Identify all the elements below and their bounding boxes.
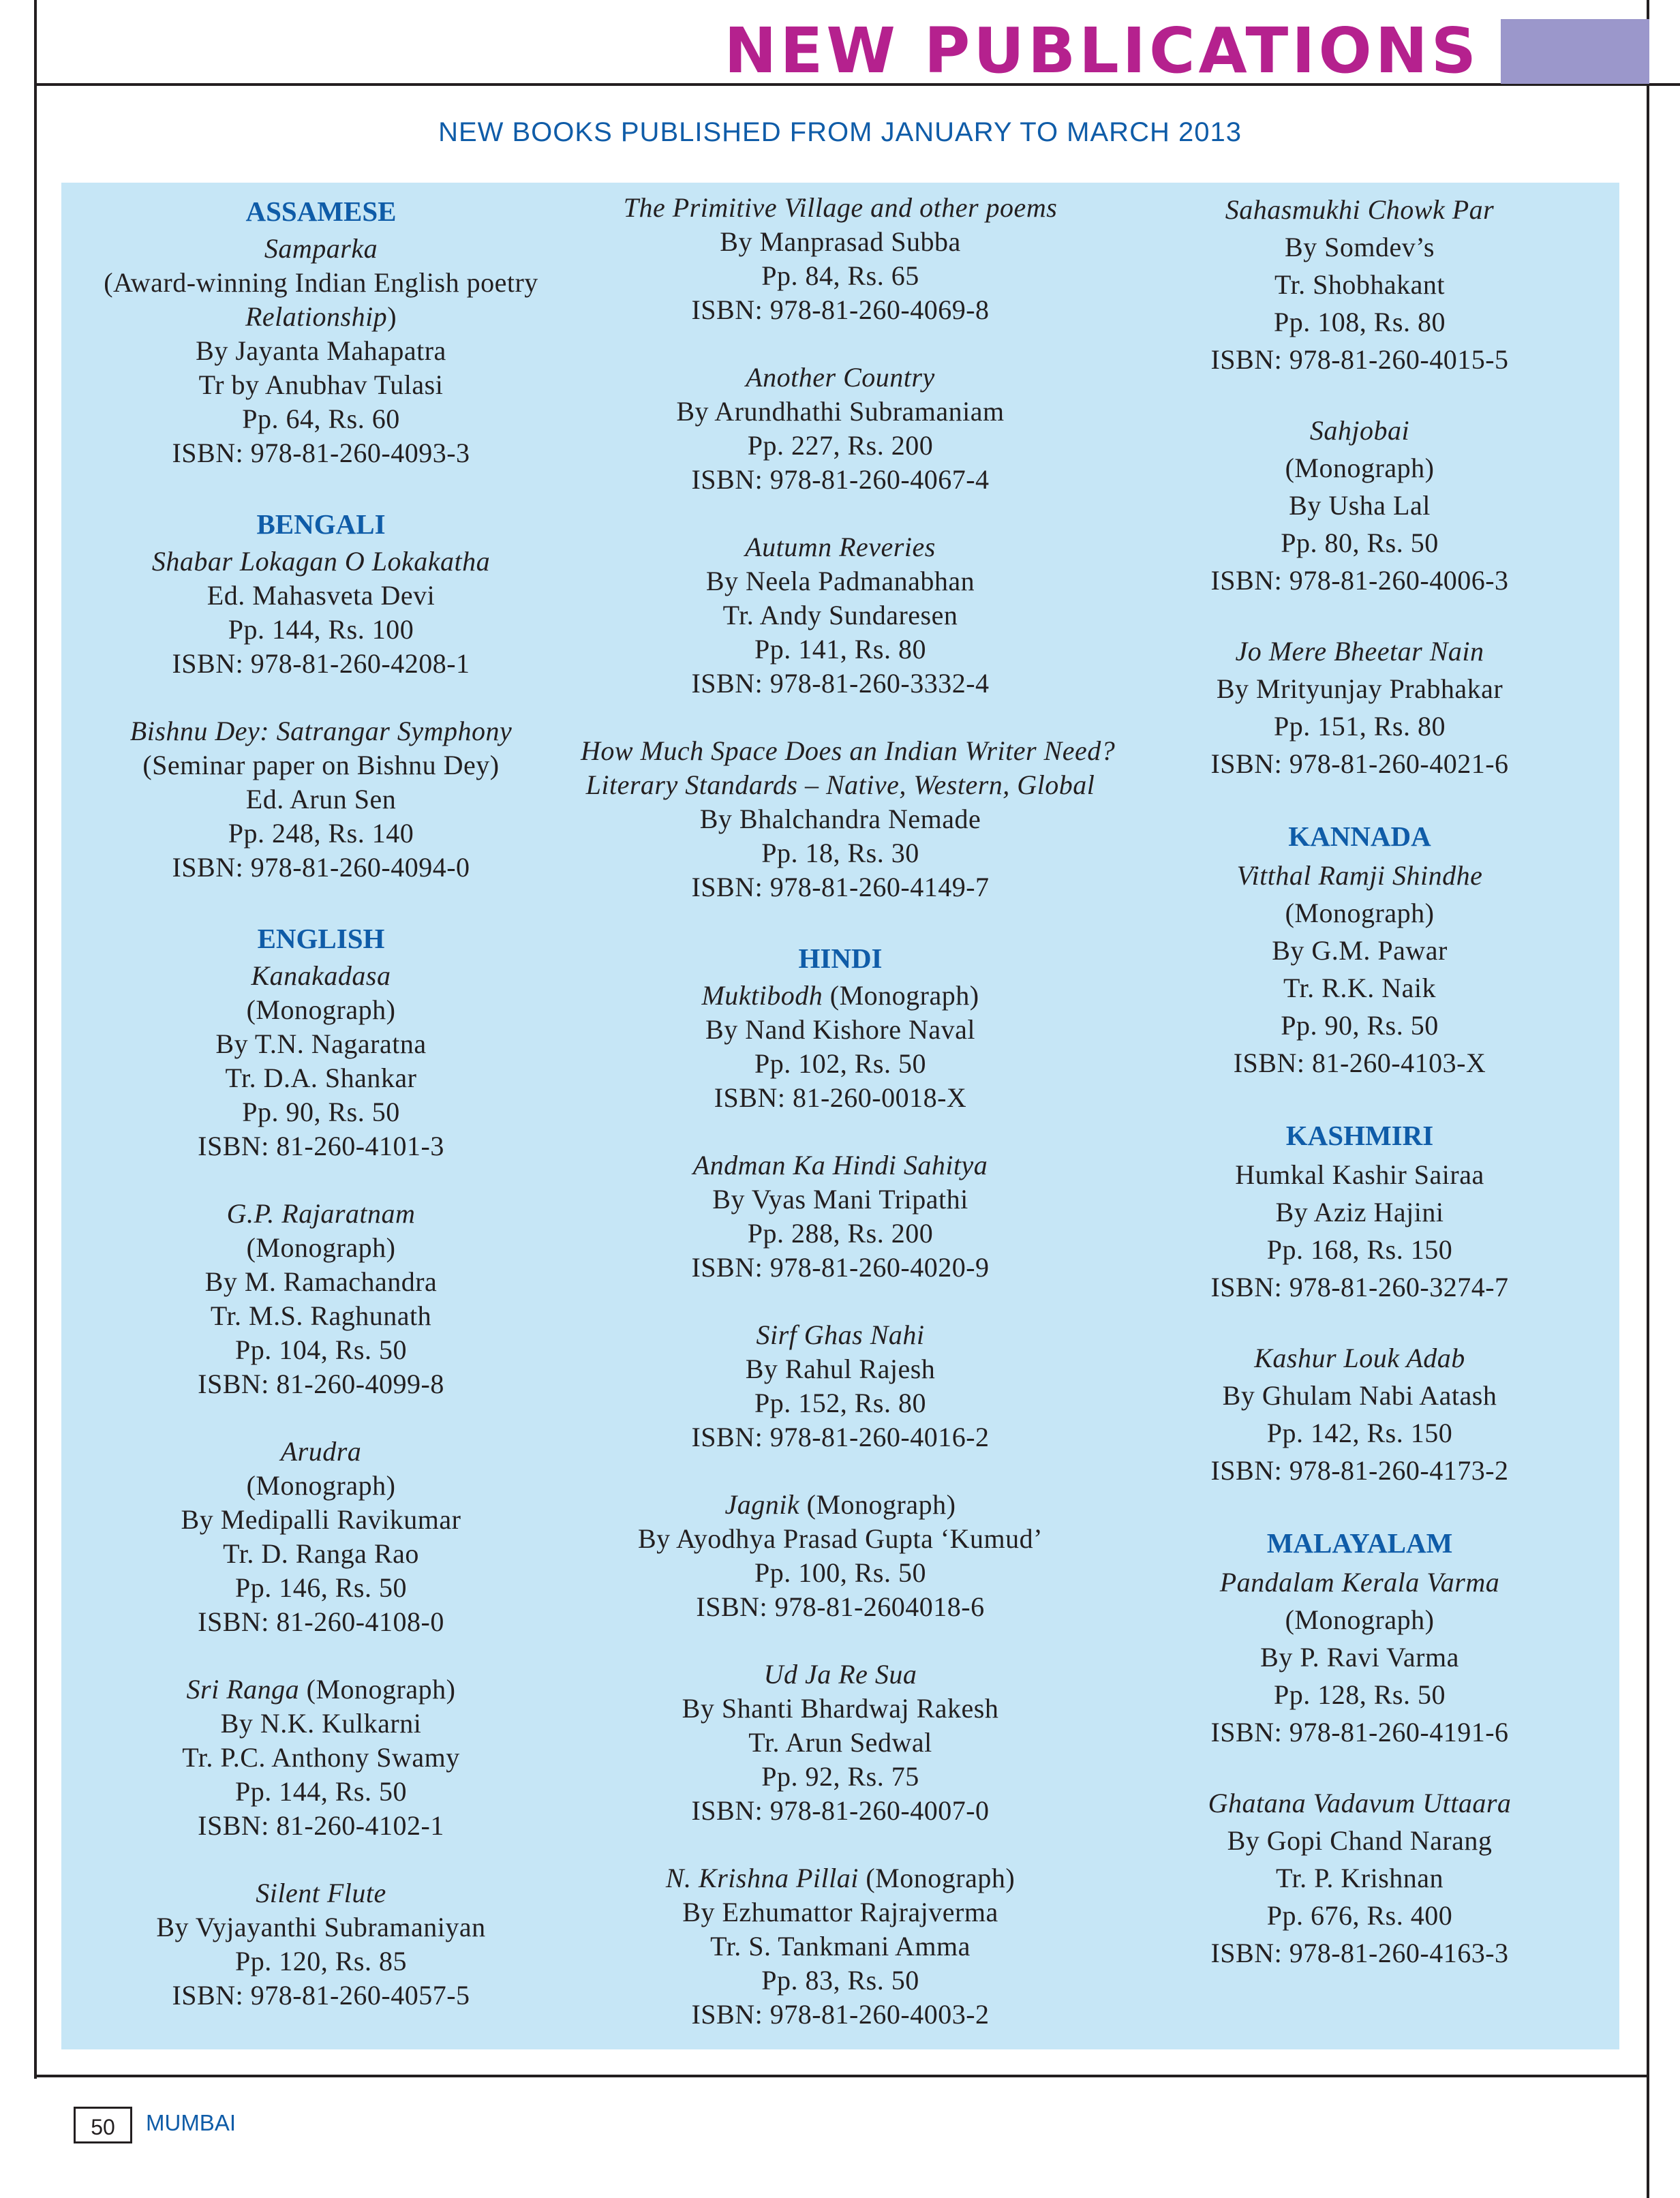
entry-line <box>1100 1452 1619 1489</box>
book-detail: By Neela Padmanabhan <box>705 566 975 596</box>
book-detail: By G.M. Pawar <box>1272 935 1448 966</box>
book-title: Jo Mere Bheetar Nain <box>1235 636 1484 667</box>
book-detail: ISBN: 978-81-260-4093-3 <box>172 438 470 468</box>
entry-line <box>1100 1897 1619 1934</box>
book-entry <box>1100 632 1619 782</box>
entry-line <box>581 1861 1100 1895</box>
book-detail: By Somdev’s <box>1285 232 1435 262</box>
section-heading: ENGLISH <box>257 923 385 954</box>
book-detail: By Ezhumattor Rajrajverma <box>682 1897 998 1927</box>
book-detail: ISBN: 978-81-260-4057-5 <box>172 1980 470 2011</box>
entry-line <box>1100 1156 1619 1193</box>
entry-line <box>61 851 581 885</box>
book-detail: Pp. 288, Rs. 200 <box>747 1218 934 1249</box>
entry-line <box>61 334 581 368</box>
entry-line <box>61 266 581 300</box>
book-entry <box>581 734 1116 904</box>
book-detail: Pp. 64, Rs. 60 <box>242 403 400 434</box>
book-title: Arudra <box>280 1436 362 1467</box>
book-title: Sahjobai <box>1309 415 1410 446</box>
entry-line <box>1100 228 1619 266</box>
entry-line <box>61 545 581 579</box>
book-title: Ghatana Vadavum Uttaara <box>1208 1788 1512 1818</box>
entry-line <box>581 870 1100 904</box>
entry-line <box>581 598 1100 632</box>
entry-line <box>581 802 1100 836</box>
book-entry <box>61 1673 581 1843</box>
book-detail: By Aziz Hajini <box>1275 1197 1444 1227</box>
book-detail: Pp. 84, Rs. 65 <box>761 260 919 291</box>
entry-line <box>581 1488 1100 1522</box>
book-detail: (Monograph) <box>799 1489 956 1520</box>
book-detail: Tr. R.K. Naik <box>1283 973 1436 1003</box>
entry-line <box>581 1318 1100 1352</box>
book-detail: Pp. 104, Rs. 50 <box>235 1334 407 1365</box>
entry-line <box>581 361 1100 395</box>
entry-line <box>581 1047 1100 1081</box>
book-detail: By Rahul Rajesh <box>745 1354 936 1384</box>
entry-line <box>581 1352 1100 1386</box>
book-detail: By Manprasad Subba <box>720 226 961 257</box>
book-entry <box>1100 1563 1619 1751</box>
entry-line <box>61 1333 581 1367</box>
entry-line <box>1100 707 1619 745</box>
book-detail: ISBN: 978-81-2604018-6 <box>696 1591 985 1622</box>
entry-line <box>581 632 1100 667</box>
entry-line <box>61 1707 581 1741</box>
book-entry <box>1100 191 1619 378</box>
entry-line <box>581 1556 1100 1590</box>
book-detail: ISBN: 978-81-260-4003-2 <box>691 1999 990 2030</box>
entry-line <box>581 1760 1100 1794</box>
book-detail: ISBN: 978-81-260-4067-4 <box>691 464 990 495</box>
book-detail: ISBN: 81-260-0018-X <box>714 1082 967 1113</box>
book-detail: Ed. Mahasveta Devi <box>207 580 436 611</box>
entry-line <box>61 1367 581 1401</box>
entry-line <box>61 436 581 470</box>
book-entry <box>581 1148 1100 1285</box>
book-title: G.P. Rajaratnam <box>226 1198 416 1229</box>
page-number: 50 <box>74 2107 132 2143</box>
book-detail: Pp. 80, Rs. 50 <box>1281 528 1439 558</box>
entry-line <box>1100 266 1619 303</box>
entry-line <box>581 564 1100 598</box>
entry-line <box>1100 1676 1619 1713</box>
book-detail: Pp. 102, Rs. 50 <box>754 1048 926 1079</box>
entry-line <box>1100 341 1619 378</box>
book-title: Kanakadasa <box>251 960 391 991</box>
book-entry <box>581 1318 1100 1454</box>
book-detail: By Gopi Chand Narang <box>1227 1825 1493 1856</box>
entry-line <box>581 1929 1100 1964</box>
book-detail: By Vyas Mani Tripathi <box>712 1184 968 1215</box>
book-detail: Pp. 100, Rs. 50 <box>754 1557 926 1588</box>
entry-line <box>61 1129 581 1163</box>
entry-line <box>61 1809 581 1843</box>
book-entry <box>581 1861 1100 2032</box>
book-detail: Tr. Andy Sundaresen <box>722 600 958 630</box>
book-detail: By Ghulam Nabi Aatash <box>1222 1380 1497 1411</box>
book-detail: Pp. 108, Rs. 80 <box>1274 307 1446 337</box>
book-detail: ISBN: 978-81-260-4006-3 <box>1210 565 1509 596</box>
book-detail: Tr. Shobhakant <box>1274 269 1445 300</box>
book-detail: ISBN: 81-260-4102-1 <box>198 1810 444 1841</box>
book-entry <box>581 1488 1100 1624</box>
entry-line <box>1100 1231 1619 1268</box>
book-title: How Much Space Does an Indian Writer Need? <box>581 735 1116 766</box>
entry-line <box>61 232 581 266</box>
book-title: Shabar Lokagan O Lokakatha <box>151 546 491 577</box>
entry-line <box>61 1944 581 1979</box>
book-title: The Primitive Village and other poems <box>623 192 1058 223</box>
book-detail: (Monograph) <box>1285 898 1435 928</box>
entry-line <box>61 1435 581 1469</box>
book-detail: By Medipalli Ravikumar <box>181 1504 461 1535</box>
entry-line <box>581 1386 1100 1420</box>
entry-line <box>61 1469 581 1503</box>
entry-line <box>1100 1822 1619 1859</box>
entry-line <box>581 734 1116 768</box>
book-detail: By T.N. Nagaratna <box>215 1028 427 1059</box>
book-entry <box>61 545 581 681</box>
entry-line <box>61 782 581 816</box>
book-entry <box>1100 857 1619 1082</box>
book-detail: By M. Ramachandra <box>204 1266 438 1297</box>
book-detail: Tr. D.A. Shankar <box>225 1063 417 1093</box>
book-detail: Tr. S. Tankmani Amma <box>710 1931 971 1962</box>
book-detail: Tr. Arun Sedwal <box>748 1727 932 1758</box>
entry-line <box>61 1197 581 1231</box>
entry-line <box>61 959 581 993</box>
book-detail: (Monograph) <box>246 994 396 1025</box>
book-detail: Tr by Anubhav Tulasi <box>198 369 444 400</box>
book-detail: By Arundhathi Subramaniam <box>676 396 1005 427</box>
section-heading: KASHMIRI <box>1285 1120 1434 1151</box>
book-detail: ISBN: 978-81-260-4007-0 <box>691 1795 990 1826</box>
book-detail: By Vyjayanthi Subramaniyan <box>156 1912 486 1942</box>
entry-line <box>61 579 581 613</box>
book-detail: Pp. 142, Rs. 150 <box>1266 1418 1453 1448</box>
book-detail: ISBN: 978-81-260-4173-2 <box>1210 1455 1509 1486</box>
entry-line <box>581 1081 1100 1115</box>
book-detail: ISBN: 978-81-260-4016-2 <box>691 1422 990 1452</box>
entry-line <box>581 225 1100 259</box>
book-title: Sri Ranga <box>186 1674 300 1705</box>
entry-line <box>581 1251 1100 1285</box>
entry-line <box>1100 191 1619 228</box>
entry-line <box>581 191 1100 225</box>
entry-line <box>1100 1601 1619 1638</box>
book-detail: Pp. 92, Rs. 75 <box>761 1761 919 1792</box>
entry-line <box>61 1265 581 1299</box>
book-title: Sirf Ghas Nahi <box>756 1319 925 1350</box>
book-detail: Pp. 83, Rs. 50 <box>761 1965 919 1996</box>
book-detail: Pp. 128, Rs. 50 <box>1274 1679 1446 1710</box>
book-entry <box>61 1197 581 1401</box>
book-detail: Pp. 90, Rs. 50 <box>242 1097 400 1127</box>
entry-line <box>581 1420 1100 1454</box>
book-entry <box>61 1435 581 1639</box>
entry-line <box>61 300 581 334</box>
book-title: Bishnu Dey: Satrangar Symphony <box>129 716 513 746</box>
book-detail: (Monograph) <box>823 980 979 1011</box>
entry-line <box>1100 1934 1619 1972</box>
book-title: Autumn Reveries <box>745 532 936 562</box>
entry-line <box>581 1658 1100 1692</box>
entry-line <box>581 836 1100 870</box>
book-detail: Pp. 90, Rs. 50 <box>1281 1010 1439 1041</box>
book-detail: ISBN: 978-81-260-4208-1 <box>172 648 470 679</box>
book-detail: By Mrityunjay Prabhakar <box>1216 673 1503 704</box>
book-detail: By Bhalchandra Nemade <box>699 804 981 834</box>
book-detail: Ed. Arun Sen <box>245 784 397 814</box>
book-title: Samparka <box>264 233 378 264</box>
entry-line <box>581 293 1100 327</box>
book-detail: By P. Ravi Varma <box>1260 1642 1459 1673</box>
entry-line <box>1100 857 1619 894</box>
book-title: Pandalam Kerala Varma <box>1219 1567 1500 1598</box>
entry-line <box>61 1741 581 1775</box>
entry-line <box>581 1217 1100 1251</box>
book-entry <box>1100 412 1619 599</box>
entry-line <box>1100 1007 1619 1044</box>
book-detail: ISBN: 978-81-260-3332-4 <box>691 668 990 699</box>
book-entry <box>581 530 1100 701</box>
entry-line <box>1100 1377 1619 1414</box>
section-heading: MALAYALAM <box>1266 1527 1453 1559</box>
book-title: Jagnik <box>724 1489 800 1520</box>
book-detail: Pp. 146, Rs. 50 <box>235 1572 407 1603</box>
book-entry <box>61 1876 581 2013</box>
book-detail: ISBN: 978-81-260-3274-7 <box>1210 1272 1509 1302</box>
book-detail: ISBN: 978-81-260-4020-9 <box>691 1252 990 1283</box>
entry-line <box>61 1095 581 1129</box>
book-detail: ISBN: 978-81-260-4094-0 <box>172 852 470 883</box>
entry-line <box>1100 969 1619 1007</box>
entry-line <box>1100 1784 1619 1822</box>
entry-line <box>1100 449 1619 487</box>
book-detail: ISBN: 81-260-4108-0 <box>198 1606 444 1637</box>
entry-line <box>61 647 581 681</box>
entry-line <box>61 816 581 851</box>
entry-line <box>581 1590 1100 1624</box>
entry-line <box>61 714 581 748</box>
book-entry <box>581 1658 1100 1828</box>
entry-line <box>1100 303 1619 341</box>
book-entry <box>581 361 1100 497</box>
book-detail: ISBN: 81-260-4101-3 <box>198 1131 444 1161</box>
entry-line <box>61 993 581 1027</box>
entry-line <box>61 1299 581 1333</box>
book-title: Muktibodh <box>701 980 823 1011</box>
book-title: Another Country <box>746 362 935 393</box>
book-detail: Pp. 144, Rs. 100 <box>228 614 414 645</box>
entry-line <box>61 1910 581 1944</box>
book-detail: By Ayodhya Prasad Gupta ‘Kumud’ <box>638 1523 1043 1554</box>
book-title: Sahasmukhi Chowk Par <box>1225 194 1495 225</box>
entry-line <box>581 530 1100 564</box>
book-detail: ISBN: 978-81-260-4069-8 <box>691 294 990 325</box>
book-detail: Pp. 120, Rs. 85 <box>235 1946 407 1976</box>
entry-line <box>61 1605 581 1639</box>
book-detail: By Nand Kishore Naval <box>705 1014 975 1045</box>
page-title: NEW PUBLICATIONS <box>724 14 1480 87</box>
book-detail: Pp. 227, Rs. 200 <box>747 430 934 461</box>
book-detail: (Monograph) <box>246 1470 396 1501</box>
entry-line <box>61 1979 581 2013</box>
entry-line <box>581 395 1100 429</box>
entry-line <box>581 1895 1100 1929</box>
book-title: Andman Ka Hindi Sahitya <box>692 1150 988 1180</box>
book-detail: ISBN: 81-260-4103-X <box>1233 1048 1486 1078</box>
book-detail: (Monograph) <box>246 1232 396 1263</box>
book-title: Silent Flute <box>256 1878 386 1908</box>
footer-rule <box>34 2075 1649 2077</box>
book-detail: ISBN: 978-81-260-4163-3 <box>1210 1938 1509 1968</box>
entry-line <box>61 613 581 647</box>
book-detail: Tr. P. Krishnan <box>1275 1863 1444 1893</box>
entry-line <box>581 768 1100 802</box>
entry-line <box>61 1876 581 1910</box>
entry-line <box>1100 524 1619 562</box>
entry-line <box>61 402 581 436</box>
entry-line <box>61 1061 581 1095</box>
entry-line <box>61 1537 581 1571</box>
entry-line <box>1100 1859 1619 1897</box>
book-detail: (Monograph) <box>299 1674 456 1705</box>
book-detail: By Jayanta Mahapatra <box>196 335 446 366</box>
entry-line <box>581 1794 1100 1828</box>
book-entry <box>61 232 581 470</box>
entry-line <box>1100 1563 1619 1601</box>
entry-line <box>581 1998 1100 2032</box>
book-detail: (Monograph) <box>1285 453 1435 483</box>
entry-line <box>1100 1414 1619 1452</box>
column-2 <box>581 191 1116 2065</box>
footer-city: MUMBAI <box>146 2110 236 2135</box>
entry-line <box>581 1692 1100 1726</box>
book-detail: By N.K. Kulkarni <box>220 1708 422 1739</box>
entry-line <box>1100 1193 1619 1231</box>
header-color-block <box>1501 19 1649 84</box>
entry-line <box>1100 1339 1619 1377</box>
entry-line <box>581 463 1100 497</box>
book-detail: Pp. 152, Rs. 80 <box>754 1388 926 1418</box>
entry-line <box>61 1231 581 1265</box>
entry-line <box>581 1964 1100 1998</box>
book-detail: (Seminar paper on Bishnu Dey) <box>142 750 500 780</box>
entry-line <box>1100 745 1619 782</box>
book-detail: ISBN: 81-260-4099-8 <box>198 1369 444 1399</box>
entry-line <box>1100 487 1619 524</box>
book-detail: By Usha Lal <box>1289 490 1431 521</box>
book-detail: Pp. 141, Rs. 80 <box>754 634 926 665</box>
entry-line <box>581 979 1100 1013</box>
right-border <box>1647 0 1649 2198</box>
entry-line <box>581 1013 1100 1047</box>
book-detail: Tr. P.C. Anthony Swamy <box>182 1742 460 1773</box>
book-title: Vitthal Ramji Shindhe <box>1236 860 1483 891</box>
book-detail: ISBN: 978-81-260-4191-6 <box>1210 1717 1509 1747</box>
book-title: N. Krishna Pillai <box>665 1863 859 1893</box>
entry-line <box>1100 1638 1619 1676</box>
book-detail: Pp. 144, Rs. 50 <box>235 1776 407 1807</box>
book-title: Kashur Louk Adab <box>1254 1343 1465 1373</box>
entry-line <box>1100 562 1619 599</box>
section-heading: HINDI <box>798 943 883 974</box>
entry-line <box>61 1503 581 1537</box>
book-entry <box>61 714 581 885</box>
entry-line <box>581 1182 1100 1217</box>
entry-line <box>1100 412 1619 449</box>
book-detail: By Shanti Bhardwaj Rakesh <box>682 1693 999 1724</box>
book-entry <box>1100 1156 1619 1306</box>
book-entry <box>581 191 1100 327</box>
book-detail: (Monograph) <box>1285 1604 1435 1635</box>
entry-line <box>1100 1713 1619 1751</box>
entry-line <box>61 368 581 402</box>
book-title: Relationship <box>245 301 388 332</box>
column-1 <box>61 191 581 2046</box>
entry-line <box>61 1775 581 1809</box>
book-detail: ISBN: 978-81-260-4015-5 <box>1210 344 1509 375</box>
entry-line <box>581 1148 1100 1182</box>
book-title: Ud Ja Re Sua <box>763 1659 917 1690</box>
book-entry <box>61 959 581 1163</box>
entry-line <box>1100 894 1619 932</box>
page-subtitle: NEW BOOKS PUBLISHED FROM JANUARY TO MARCH 2013 <box>438 117 1242 147</box>
book-detail: Tr. D. Ranga Rao <box>223 1538 419 1569</box>
book-detail: Pp. 248, Rs. 140 <box>228 818 414 849</box>
book-entry <box>1100 1784 1619 1972</box>
entry-line <box>581 259 1100 293</box>
entry-line <box>61 1571 581 1605</box>
entry-line <box>1100 670 1619 707</box>
book-detail: ISBN: 978-81-260-4149-7 <box>691 872 990 902</box>
book-detail: ) <box>387 301 397 332</box>
book-detail: Humkal Kashir Sairaa <box>1235 1159 1484 1190</box>
entry-line <box>1100 1268 1619 1306</box>
entry-line <box>581 429 1100 463</box>
section-heading: BENGALI <box>256 508 386 540</box>
entry-line <box>61 748 581 782</box>
book-detail: Pp. 676, Rs. 400 <box>1266 1900 1453 1931</box>
book-detail: Pp. 168, Rs. 150 <box>1266 1234 1453 1265</box>
book-title: Literary Standards – Native, Western, Global <box>585 769 1095 800</box>
entry-line <box>1100 632 1619 670</box>
column-3 <box>1100 191 1619 2005</box>
entry-line <box>1100 1044 1619 1082</box>
entry-line <box>581 1726 1100 1760</box>
entry-line <box>581 1522 1100 1556</box>
entry-line <box>581 667 1100 701</box>
book-entry <box>581 979 1100 1115</box>
left-border <box>34 0 37 2079</box>
book-detail: Tr. M.S. Raghunath <box>210 1300 432 1331</box>
book-entry <box>1100 1339 1619 1489</box>
book-detail: (Award-winning Indian English poetry <box>104 267 538 298</box>
book-detail: Pp. 151, Rs. 80 <box>1274 711 1446 742</box>
entry-line <box>61 1673 581 1707</box>
entry-line <box>61 1027 581 1061</box>
section-heading: KANNADA <box>1288 821 1431 852</box>
book-detail: Pp. 18, Rs. 30 <box>761 838 919 868</box>
book-detail: (Monograph) <box>858 1863 1015 1893</box>
section-heading: ASSAMESE <box>245 196 397 227</box>
entry-line <box>1100 932 1619 969</box>
book-detail: ISBN: 978-81-260-4021-6 <box>1210 748 1509 779</box>
